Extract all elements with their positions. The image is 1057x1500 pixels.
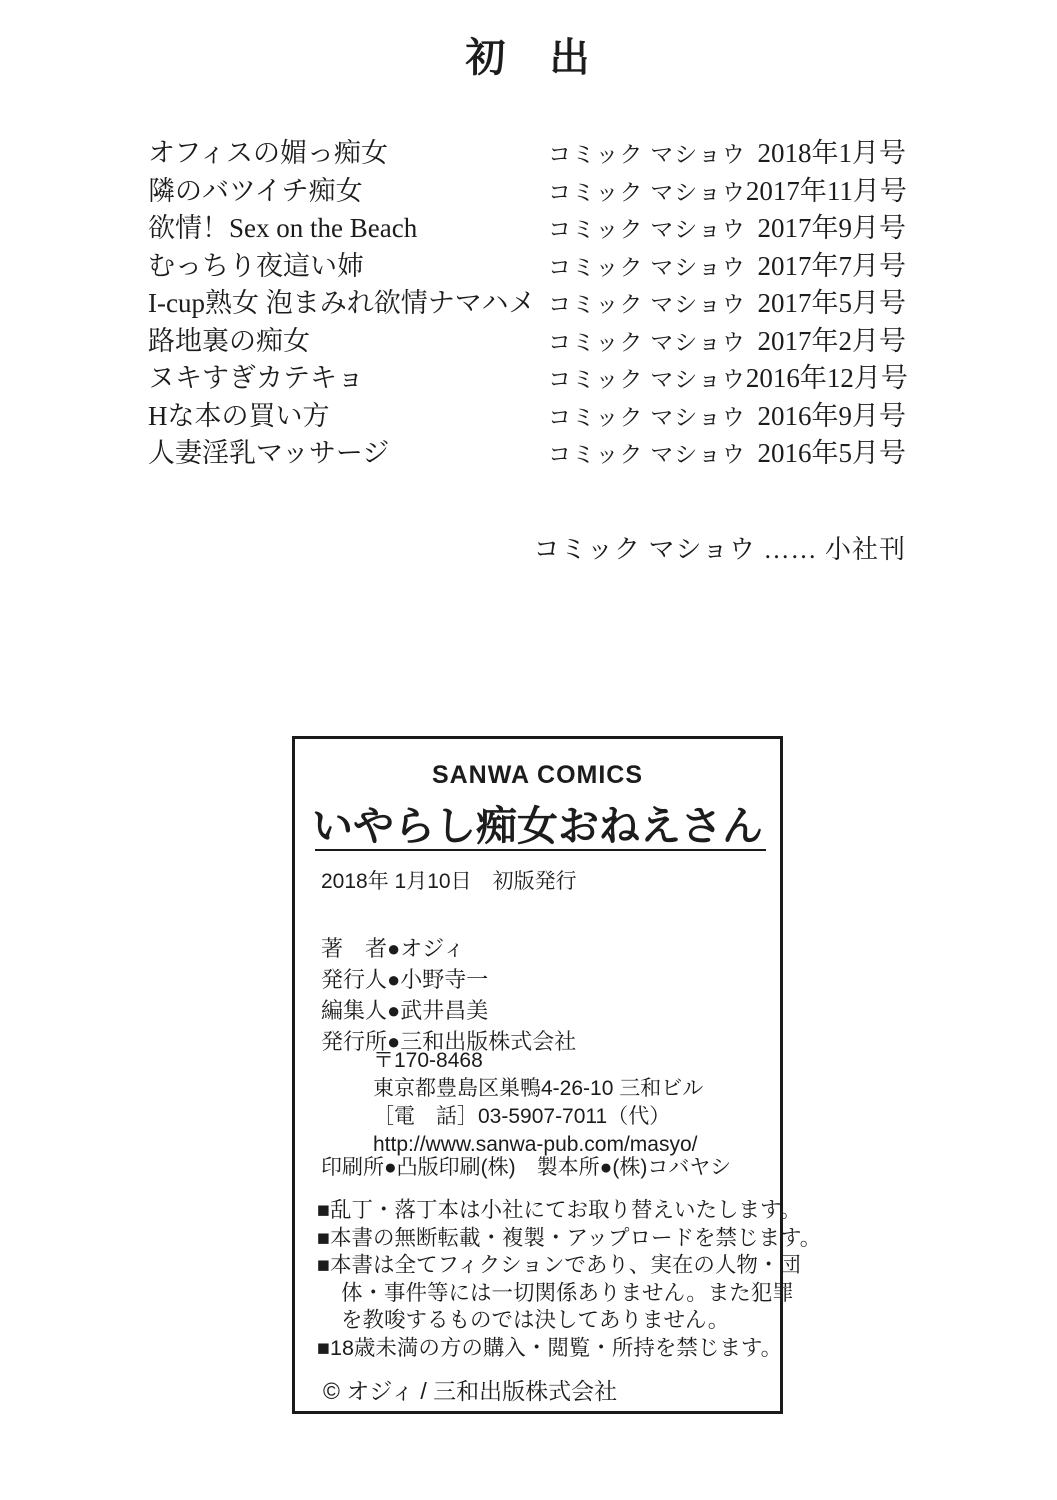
publication-info [548,244,906,283]
chapter-title: ヌキすぎカテキョ [148,363,364,393]
notice-line: ■本書の無断転載・複製・アップロードを禁じます。 [317,1225,822,1250]
publication-info [548,319,906,358]
street-address: 東京都豊島区巣鴨4-26-10 三和ビル [373,1077,704,1100]
issue-date: 2018年1月号 [757,138,906,168]
publisher-person-credit: 発行人●小野寺一 [321,967,489,992]
printing-credits: 印刷所●凸版印刷(株) 製本所●(株)コバヤシ [321,1156,732,1179]
notice-line: ■本書は全てフィクションであり、実在の人物・団 [317,1253,801,1277]
publication-info [548,169,906,208]
magazine-name: コミック マショウ [548,329,746,355]
issue-date: 2017年9月号 [757,213,906,243]
page-title: 初 出 [465,35,592,80]
book-title: いやらし痴女おねえさん [312,803,763,849]
imprint-label: SANWA COMICS [431,761,644,789]
first-publication-list [148,131,906,469]
publication-row [148,169,906,207]
legal-notices [317,1197,821,1362]
website-url: http://www.sanwa-pub.com/masyo/ [373,1133,698,1156]
magazine-name: コミック マショウ [548,142,746,167]
editor-credit: 編集人●武井昌美 [321,998,489,1023]
notice-line: ■18歳未満の方の購入・閲覧・所持を禁じます。 [317,1335,783,1360]
chapter-title: 人妻淫乳マッサージ [148,438,390,468]
publisher-address [373,1047,703,1159]
chapter-title: 路地裏の痴女 [148,325,310,356]
publication-row [148,244,906,282]
publication-info [548,206,906,245]
issue-date: 2016年9月号 [757,400,906,431]
issue-date: 2016年5月号 [757,438,906,468]
publication-row [148,281,906,319]
publication-info [548,431,906,470]
issue-date: 2017年2月号 [757,325,906,356]
colophon-box [292,736,822,1414]
chapter-title: むっちり夜這い姉 [148,250,364,281]
chapter-title: I-cup熟女 泡まみれ欲情ナマハメ [148,288,536,318]
edition-date: 2018年 1月10日 初版発行 [321,870,577,893]
magazine-name: コミック マショウ [548,179,746,205]
publication-row [148,394,906,432]
magazine-name: コミック マショウ [548,217,746,242]
publication-info [548,281,906,320]
author-credit: 著 者●オジィ [321,936,465,961]
issue-date: 2017年7月号 [757,250,906,281]
issue-date: 2017年5月号 [757,288,906,318]
publication-info [548,131,906,170]
magazine-name: コミック マショウ [548,442,746,467]
magazine-publisher-note: コミック マショウ …… 小社刊 [533,535,906,564]
publication-row [148,131,906,169]
publication-info [548,394,906,433]
chapter-title: オフィスの媚っ痴女 [148,138,389,168]
chapter-title: 欲情！Sex on the Beach [148,213,418,243]
magazine-name: コミック マショウ [548,404,746,430]
issue-date: 2016年12月号 [745,363,908,393]
chapter-title: Hな本の買い方 [148,400,330,431]
magazine-name: コミック マショウ [548,254,746,280]
publication-row [148,206,906,244]
staff-credits [321,933,576,1057]
copyright-line: © オジィ / 三和出版株式会社 [323,1378,618,1404]
issue-date: 2017年11月号 [745,175,907,206]
publication-row [148,319,906,357]
publication-info [548,356,906,395]
notice-line-continuation: を教唆するものでは決してありません。 [341,1308,730,1332]
notice-line: ■乱丁・落丁本は小社にてお取り替えいたします。 [317,1198,802,1222]
phone-number: ［電 話］03-5907-7011（代） [373,1105,671,1128]
chapter-title: 隣のバツイチ痴女 [148,175,363,206]
publishing-company-credit: 発行所●三和出版株式会社 [321,1029,577,1054]
magazine-name: コミック マショウ [548,367,746,392]
magazine-name: コミック マショウ [548,292,746,317]
postal-code: 〒170-8468 [373,1049,483,1072]
publication-row [148,431,906,469]
title-underline [315,849,766,851]
publication-row [148,356,906,394]
notice-line-continuation: 体・事件等には一切関係ありません。また犯罪 [341,1280,794,1305]
